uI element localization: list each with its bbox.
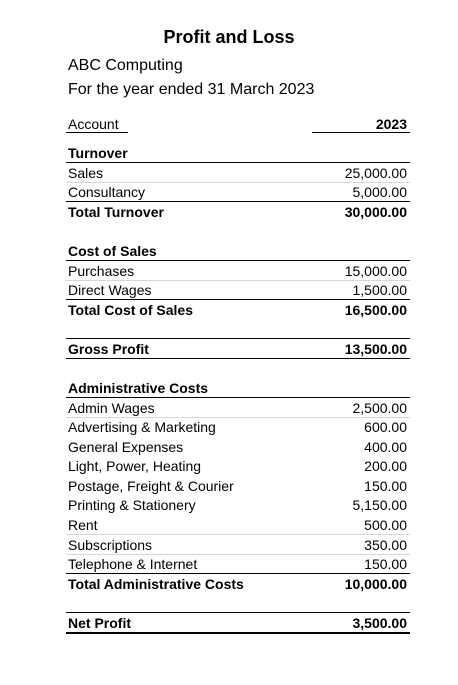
report-title: Profit and Loss [163, 27, 295, 47]
line-item-label: Telephone & Internet [68, 556, 198, 572]
line-item-label: General Expenses [68, 439, 184, 455]
line-item-label: Purchases [68, 263, 135, 279]
admin-costs-heading-row [66, 378, 410, 397]
line-item-label: Printing & Stationery [68, 497, 196, 513]
line-item-value: 5,150.00 [352, 497, 407, 513]
company-name: ABC Computing [68, 57, 183, 74]
net-profit-bottom-border [66, 632, 410, 634]
net-profit-label: Net Profit [68, 615, 131, 631]
line-item-label: Sales [68, 165, 104, 181]
line-item-label: Admin Wages [68, 400, 155, 416]
line-item-label: Advertising & Marketing [68, 419, 216, 435]
turnover-heading-row [66, 143, 410, 162]
line-item-value: 5,000.00 [352, 184, 407, 200]
line-item-label: Rent [68, 517, 98, 533]
account-header-underline [66, 132, 128, 133]
line-item-value: 150.00 [364, 556, 407, 572]
total-turnover-value: 30,000.00 [344, 204, 407, 220]
total-admin-costs-label: Total Administrative Costs [68, 576, 244, 592]
cost-of-sales-heading: Cost of Sales [68, 243, 157, 259]
line-item-row [66, 554, 410, 573]
line-item-row [66, 417, 410, 436]
line-item-row [66, 495, 410, 514]
line-item-row [66, 515, 410, 534]
report-period: For the year ended 31 March 2023 [68, 81, 315, 98]
line-item-row [66, 398, 410, 417]
year-header-underline [312, 132, 410, 133]
line-item-row [66, 456, 410, 475]
line-item-row [66, 437, 410, 456]
line-item-row [66, 261, 410, 280]
net-profit-value: 3,500.00 [352, 615, 407, 631]
year-column-header: 2023 [375, 116, 407, 132]
line-item-value: 25,000.00 [344, 165, 407, 181]
line-item-label: Subscriptions [68, 537, 153, 553]
line-item-value: 350.00 [364, 537, 407, 553]
line-item-row [66, 476, 410, 495]
line-item-label: Direct Wages [68, 282, 152, 298]
gross-profit-bottom-border [66, 358, 410, 359]
gross-profit-value: 13,500.00 [344, 341, 407, 357]
line-item-value: 2,500.00 [352, 400, 407, 416]
line-item-value: 500.00 [364, 517, 407, 533]
gross-profit-label: Gross Profit [68, 341, 149, 357]
admin-costs-heading: Administrative Costs [68, 380, 209, 396]
line-item-value: 150.00 [364, 478, 407, 494]
total-turnover-label: Total Turnover [68, 204, 164, 220]
gross-profit-row [66, 339, 410, 358]
column-header-row [66, 114, 410, 133]
total-cost-of-sales-value: 16,500.00 [344, 302, 407, 318]
line-item-value: 400.00 [364, 439, 407, 455]
line-item-row [66, 535, 410, 554]
total-admin-costs-row [66, 574, 410, 593]
total-turnover-row [66, 202, 410, 221]
line-item-value: 1,500.00 [352, 282, 407, 298]
line-item-row [66, 163, 410, 182]
total-cost-of-sales-row [66, 300, 410, 319]
total-admin-costs-value: 10,000.00 [344, 576, 407, 592]
line-item-value: 600.00 [364, 419, 407, 435]
cost-of-sales-heading-row [66, 241, 410, 260]
line-item-value: 200.00 [364, 458, 407, 474]
turnover-heading: Turnover [68, 145, 128, 161]
line-item-label: Consultancy [68, 184, 146, 200]
line-item-label: Postage, Freight & Courier [68, 478, 234, 494]
net-profit-row [66, 613, 410, 632]
total-cost-of-sales-label: Total Cost of Sales [68, 302, 193, 318]
line-item-row [66, 182, 410, 201]
line-item-row [66, 280, 410, 299]
line-item-label: Light, Power, Heating [68, 458, 202, 474]
line-item-value: 15,000.00 [344, 263, 407, 279]
account-column-header: Account [68, 116, 119, 132]
